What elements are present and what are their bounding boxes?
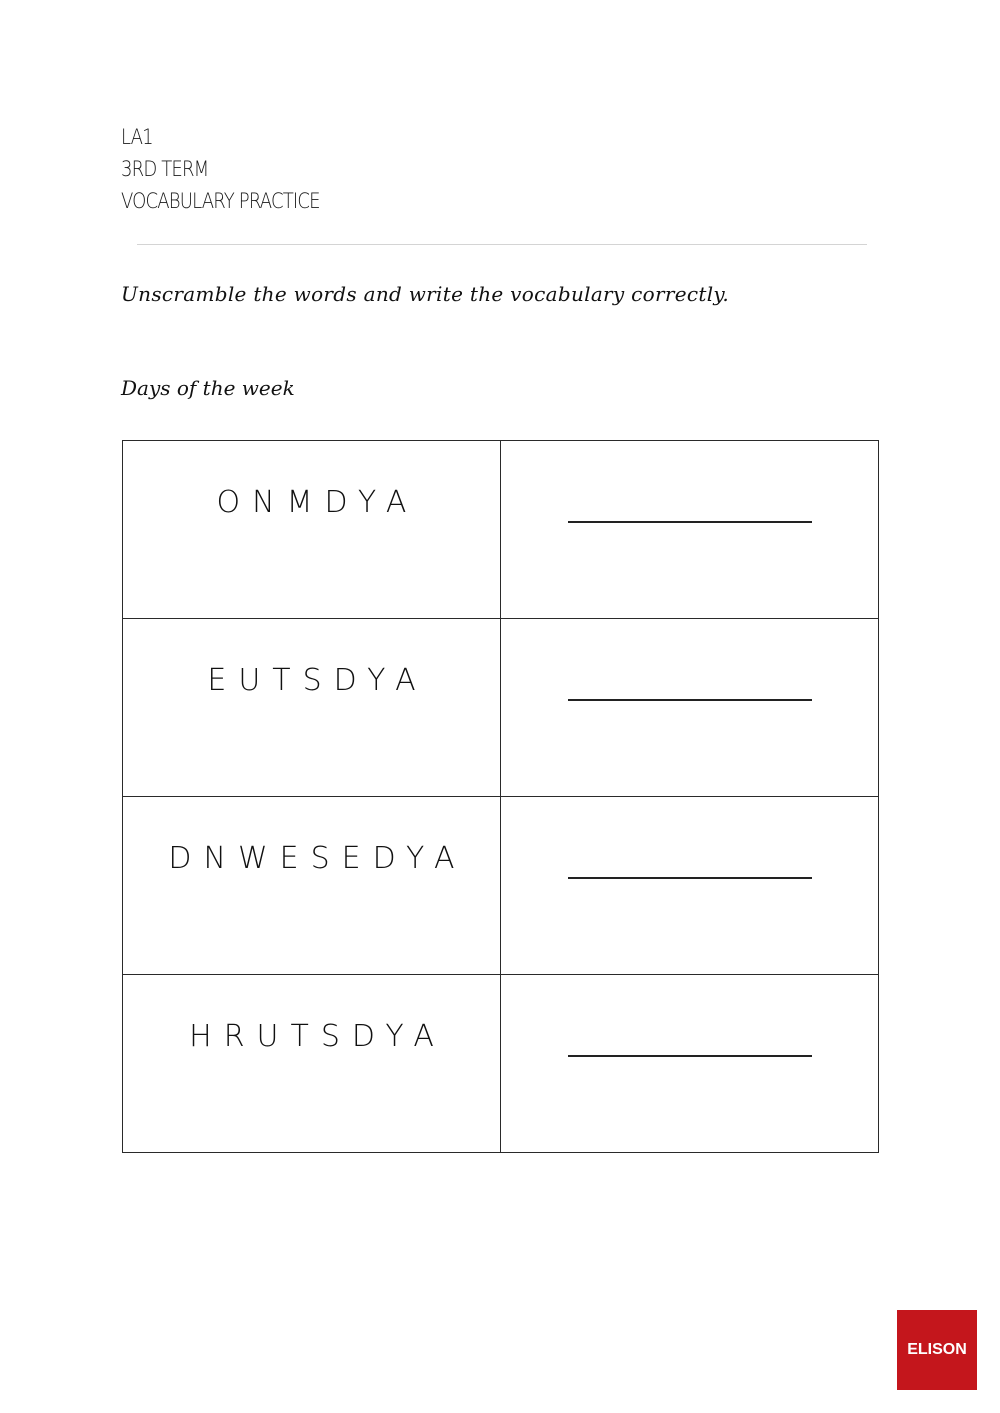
scrambled-word-cell bbox=[123, 619, 501, 797]
instruction-text: Unscramble the words and write the vocabulary correctly. bbox=[121, 282, 730, 306]
answer-line[interactable] bbox=[568, 1055, 812, 1057]
answer-cell[interactable] bbox=[501, 619, 879, 797]
table-row bbox=[123, 441, 879, 619]
scrambled-word: ONMDYA bbox=[216, 485, 419, 520]
answer-line[interactable] bbox=[568, 877, 812, 879]
table-row bbox=[123, 975, 879, 1153]
answer-line[interactable] bbox=[568, 521, 812, 523]
scrambled-word-cell bbox=[123, 797, 501, 975]
answer-cell[interactable] bbox=[501, 797, 879, 975]
scrambled-word: DNWESEDYA bbox=[168, 841, 467, 876]
answer-cell[interactable] bbox=[501, 441, 879, 619]
worksheet-title: VOCABULARY PRACTICE bbox=[121, 189, 320, 213]
worksheet-header bbox=[121, 121, 320, 217]
scrambled-word-cell bbox=[123, 975, 501, 1153]
answer-line[interactable] bbox=[568, 699, 812, 701]
section-title: Days of the week bbox=[121, 376, 295, 400]
scrambled-word-cell bbox=[123, 441, 501, 619]
logo-text: ELISON bbox=[907, 1341, 967, 1358]
elison-logo bbox=[897, 1310, 977, 1390]
table-row bbox=[123, 619, 879, 797]
class-label: LA1 bbox=[121, 125, 153, 149]
unscramble-table bbox=[122, 440, 879, 1153]
answer-cell[interactable] bbox=[501, 975, 879, 1153]
table-row bbox=[123, 797, 879, 975]
term-label: 3RD TERM bbox=[121, 157, 209, 181]
scrambled-word: EUTSDYA bbox=[207, 663, 428, 698]
header-divider bbox=[137, 244, 867, 245]
scrambled-word: HRUTSDYA bbox=[189, 1019, 446, 1054]
